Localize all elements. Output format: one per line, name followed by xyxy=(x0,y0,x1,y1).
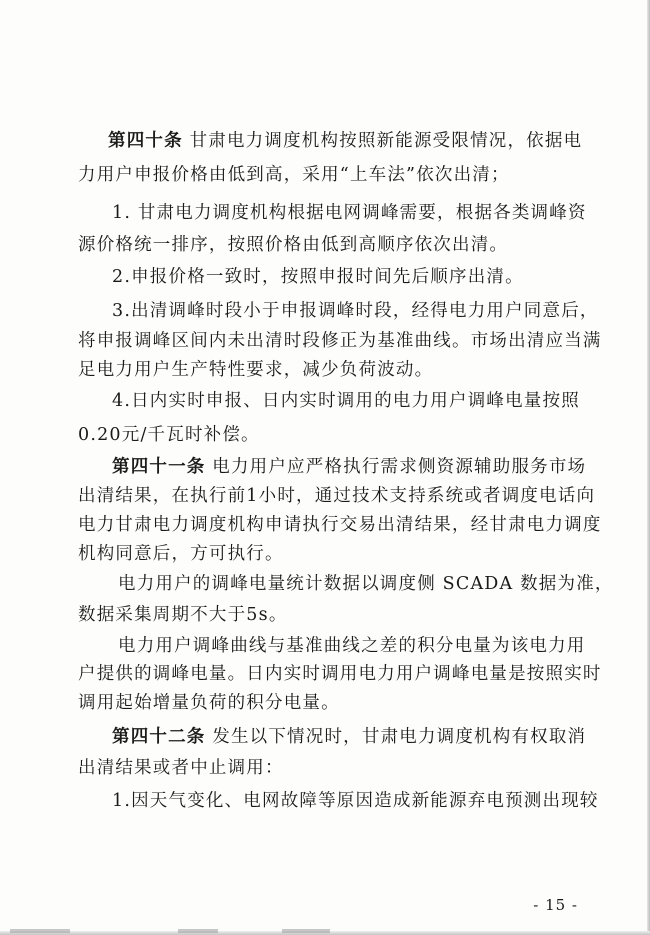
text-line: 调用起始增量负荷的积分电量。 xyxy=(78,693,340,713)
text-line xyxy=(108,130,582,152)
article-heading: 第四十二条 xyxy=(112,727,206,747)
text-line: 4.日内实时申报、日内实时调用的电力用户调峰电量按照 xyxy=(112,391,580,411)
text-line: 将申报调峰区间内未出清时段修正为基准曲线。市场出清应当满 xyxy=(78,331,602,351)
text-line: 数据采集周期不大于5s。 xyxy=(78,605,288,625)
text-line: 3.出清调峰时段小于申报调峰时段，经得电力用户同意后， xyxy=(112,301,599,321)
text-line: 源价格统一排序，按照价格由低到高顺序依次出清。 xyxy=(78,235,509,255)
text-line: 户提供的调峰电量。日内实时调用电力用户调峰电量是按照实时 xyxy=(78,664,602,684)
line-text: 甘肃电力调度机构按照新能源受限情况，依据电 xyxy=(182,131,583,151)
article-heading: 第四十一条 xyxy=(112,457,206,477)
text-line: 出清结果，在执行前1小时，通过技术支持系统或者调度电话向 xyxy=(78,486,596,506)
text-line: 1.因天气变化、电网故障等原因造成新能源弃电预测出现较 xyxy=(112,791,599,811)
text-line: 电力甘肃电力调度机构申请执行交易出清结果，经甘肃电力调度 xyxy=(78,515,602,535)
text-line: 机构同意后，方可执行。 xyxy=(78,544,284,564)
text-line: 1. 甘肃电力调度机构根据电网调峰需要，根据各类调峰资 xyxy=(112,203,587,223)
text-line: 2.申报价格一致时，按照申报时间先后顺序出清。 xyxy=(112,267,524,287)
text-line: 电力用户调峰曲线与基准曲线之差的积分电量为该电力用 xyxy=(118,636,586,656)
scan-artifact xyxy=(10,929,70,933)
text-line xyxy=(112,456,586,478)
page-number: - 15 - xyxy=(533,896,578,914)
scan-artifact xyxy=(282,929,330,933)
text-line: 电力用户的调峰电量统计数据以调度侧 SCADA 数据为准， xyxy=(118,574,614,594)
scan-artifact xyxy=(178,929,218,933)
line-text: 电力用户应严格执行需求侧资源辅助服务市场 xyxy=(205,457,587,477)
text-line: 0.20元/千瓦时补偿。 xyxy=(78,425,260,445)
text-line: 力用户申报价格由低到高，采用“上车法”依次出清； xyxy=(78,165,510,185)
line-text: 发生以下情况时，甘肃电力调度机构有权取消 xyxy=(205,727,587,747)
text-line: 出清结果或者中止调用： xyxy=(78,758,284,778)
text-line xyxy=(112,726,586,748)
article-heading: 第四十条 xyxy=(108,131,183,151)
text-line: 足电力用户生产特性要求，减少负荷波动。 xyxy=(78,360,434,380)
